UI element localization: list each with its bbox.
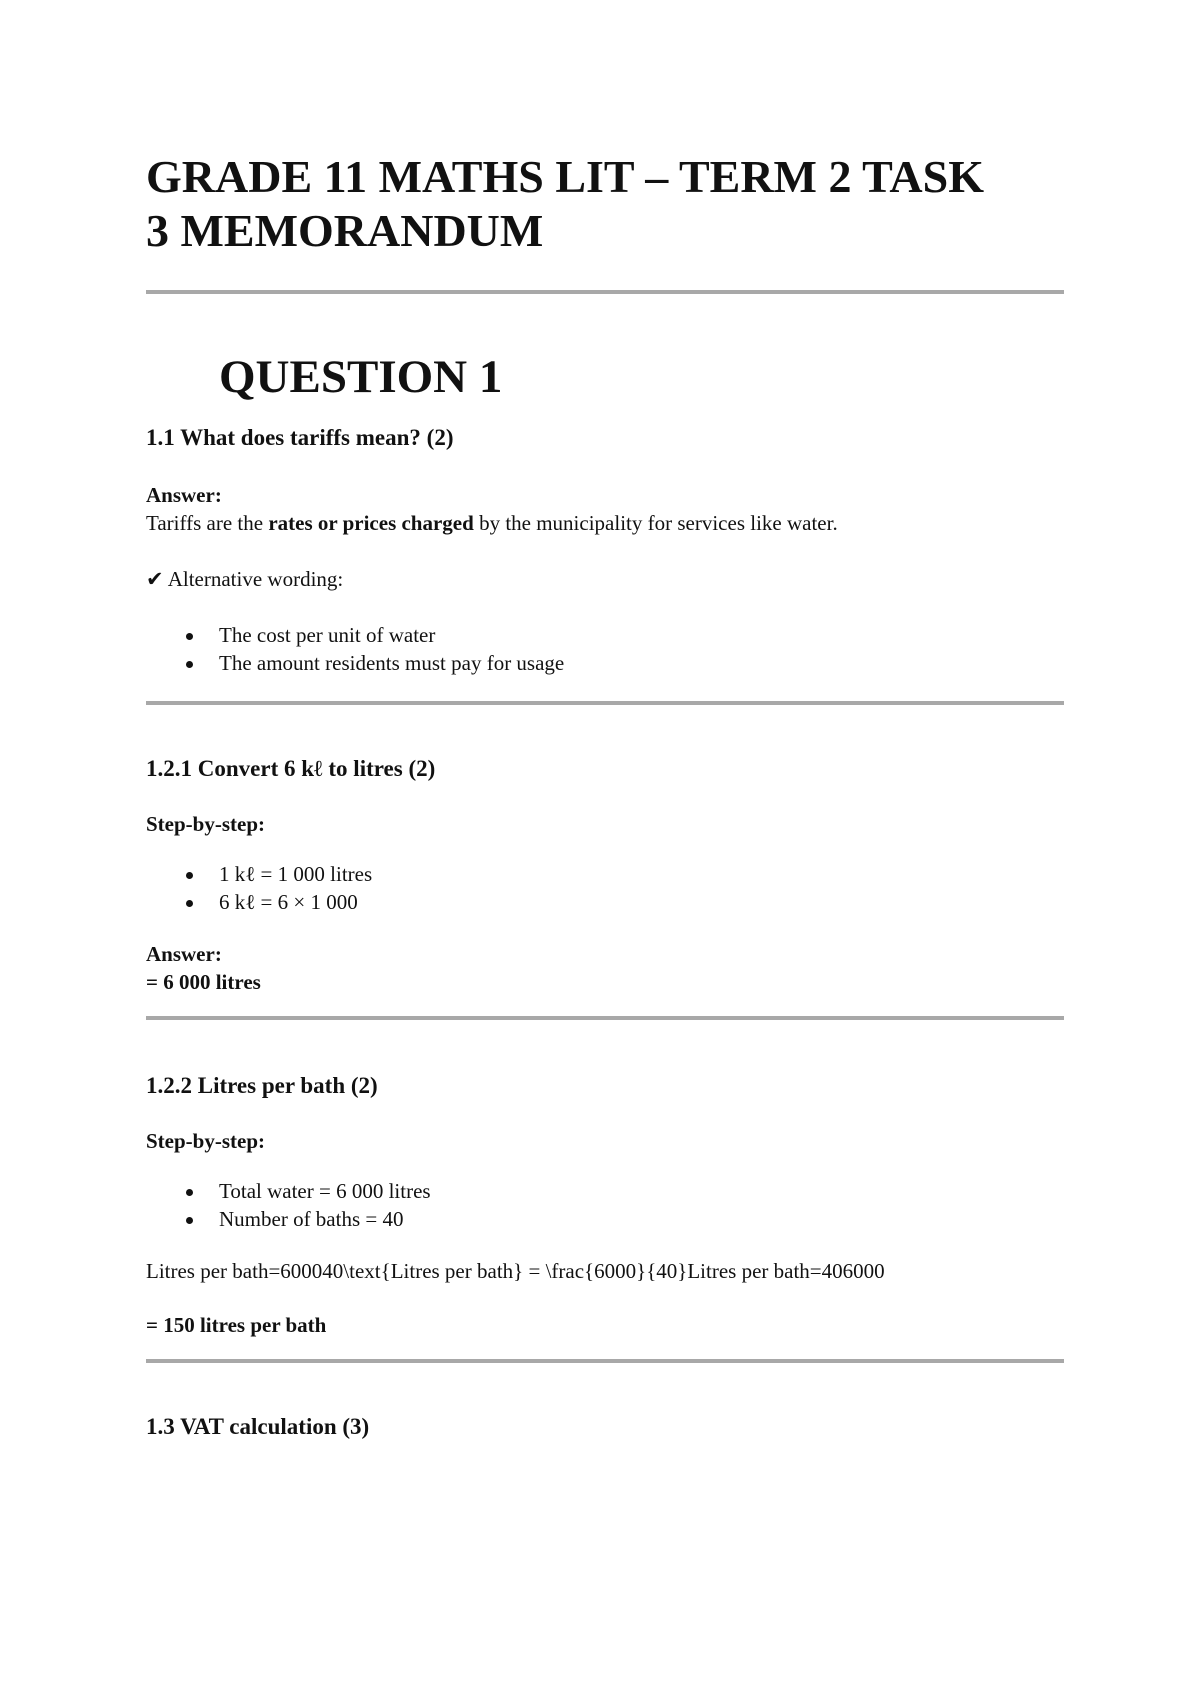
q1-2-1-heading: 1.2.1 Convert 6 kℓ to litres (2)	[146, 756, 436, 781]
bullet-icon	[186, 1189, 193, 1196]
divider	[146, 1359, 1064, 1363]
q1-2-2-formula: Litres per bath=600040\text{Litres per bath} = \frac{6000}{40}Litres per bath=406000	[146, 1259, 885, 1283]
divider	[146, 701, 1064, 705]
bullet-icon	[186, 661, 193, 668]
q1-1-answer-label: Answer:	[146, 483, 222, 507]
list-item: Number of baths = 40	[146, 1205, 1064, 1233]
bullet-icon	[186, 633, 193, 640]
list-item: 1 kℓ = 1 000 litres	[146, 860, 1064, 888]
q1-2-1-answer-label: Answer:	[146, 942, 222, 966]
list-item: The amount residents must pay for usage	[146, 649, 1064, 677]
bullet-icon	[186, 872, 193, 879]
question-heading: QUESTION 1	[219, 351, 503, 403]
q1-1-answer-text: Tariffs are the rates or prices charged by the municipality for services like water.	[146, 511, 838, 535]
q1-2-2-steps-label: Step-by-step:	[146, 1129, 265, 1153]
q1-2-2-answer: = 150 litres per bath	[146, 1313, 327, 1337]
q1-1-alternative: ✔ Alternative wording:	[146, 567, 344, 591]
list-item: 6 kℓ = 6 × 1 000	[146, 888, 1064, 916]
title-line-1: GRADE 11 MATHS LIT – TERM 2 TASK	[146, 151, 984, 202]
list-item: The cost per unit of water	[146, 621, 1064, 649]
q1-2-2-steps	[146, 1177, 1064, 1233]
q1-2-1-steps-label: Step-by-step:	[146, 812, 265, 836]
q1-3-heading: 1.3 VAT calculation (3)	[146, 1414, 370, 1439]
document-title	[146, 150, 1064, 258]
q1-2-1-answer: = 6 000 litres	[146, 970, 261, 994]
bullet-icon	[186, 1217, 193, 1224]
q1-1-alt-list	[146, 621, 1064, 677]
q1-2-1-steps	[146, 860, 1064, 916]
memo-page	[146, 150, 1064, 1441]
divider	[146, 1016, 1064, 1020]
bullet-icon	[186, 900, 193, 907]
checkmark-icon: ✔	[146, 567, 164, 591]
title-line-2: 3 MEMORANDUM	[146, 205, 544, 256]
q1-2-2-heading: 1.2.2 Litres per bath (2)	[146, 1073, 378, 1098]
q1-1-heading: 1.1 What does tariffs mean? (2)	[146, 425, 454, 450]
list-item: Total water = 6 000 litres	[146, 1177, 1064, 1205]
divider	[146, 290, 1064, 294]
